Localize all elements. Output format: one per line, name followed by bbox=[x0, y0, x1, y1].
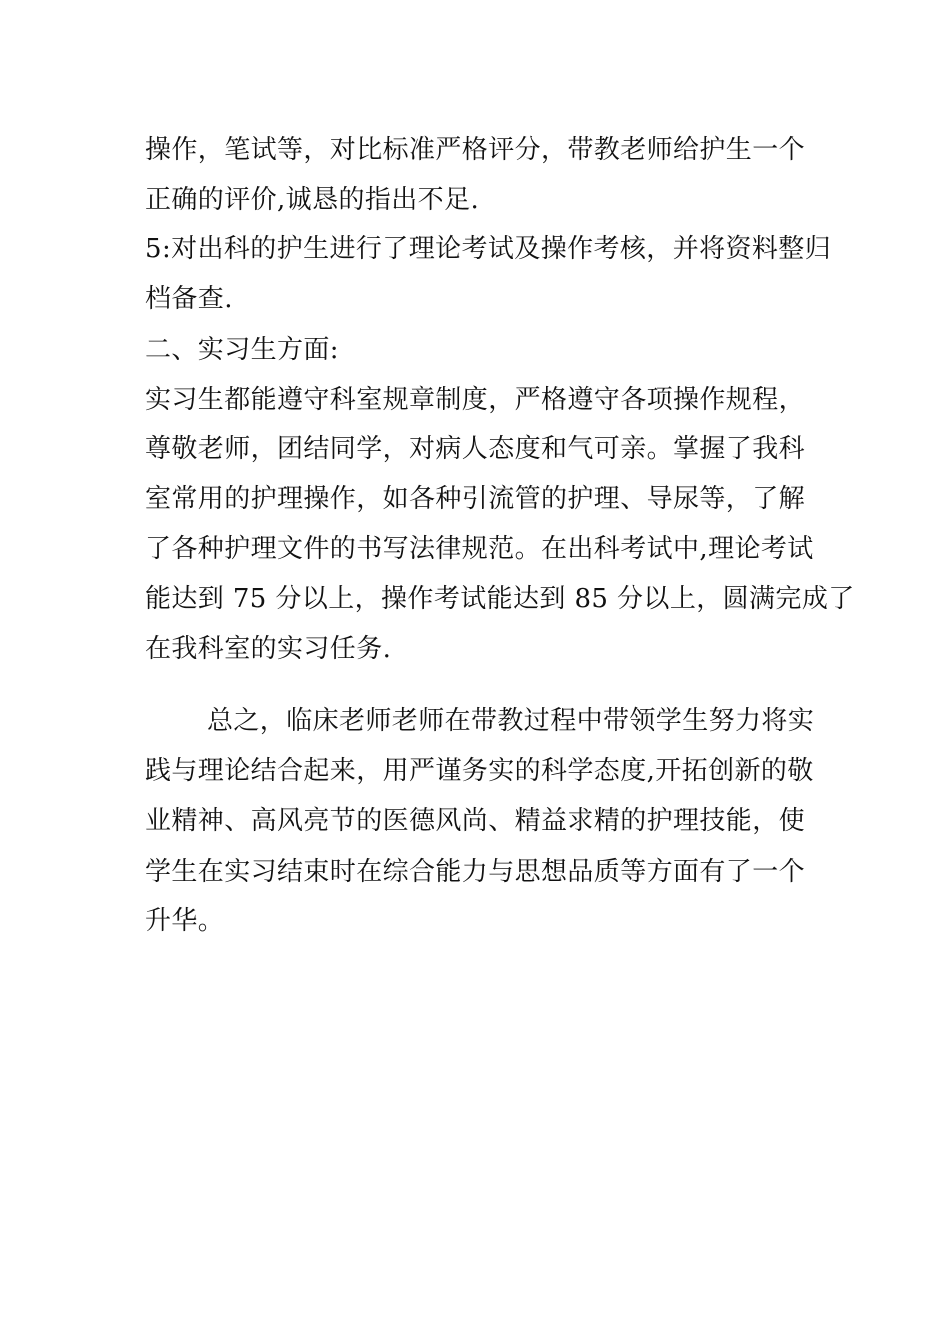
section-heading: 二、实习生方面: bbox=[145, 335, 339, 365]
summary-paragraph-line: 业精神、高风亮节的医德风尚、精益求精的护理技能，使 bbox=[145, 806, 806, 836]
summary-paragraph-line: 升华。 bbox=[145, 906, 225, 936]
paragraph-line: 在我科室的实习任务. bbox=[145, 634, 392, 664]
paragraph-line: 操作，笔试等，对比标准严格评分，带教老师给护生一个 bbox=[145, 135, 806, 165]
paragraph-line: 实习生都能遵守科室规章制度，严格遵守各项操作规程， bbox=[145, 385, 806, 415]
paragraph-line: 尊敬老师，团结同学，对病人态度和气可亲。掌握了我科 bbox=[145, 434, 806, 464]
paragraph-line: 正确的评价,诚恳的指出不足. bbox=[145, 185, 480, 215]
paragraph-line: 室常用的护理操作，如各种引流管的护理、导尿等，了解 bbox=[145, 484, 806, 514]
summary-paragraph-line: 学生在实习结束时在综合能力与思想品质等方面有了一个 bbox=[145, 857, 806, 887]
numbered-item-line: 档备查. bbox=[145, 284, 233, 314]
summary-paragraph-line: 总之，临床老师老师在带教过程中带领学生努力将实 bbox=[207, 706, 815, 736]
paragraph-line: 能达到 75 分以上，操作考试能达到 85 分以上，圆满完成了 bbox=[145, 584, 855, 614]
summary-paragraph-line: 践与理论结合起来，用严谨务实的科学态度,开拓创新的敬 bbox=[145, 756, 814, 786]
paragraph-line: 了各种护理文件的书写法律规范。在出科考试中,理论考试 bbox=[145, 534, 814, 564]
numbered-item-line: 5:对出科的护生进行了理论考试及操作考核，并将资料整归 bbox=[145, 234, 832, 264]
